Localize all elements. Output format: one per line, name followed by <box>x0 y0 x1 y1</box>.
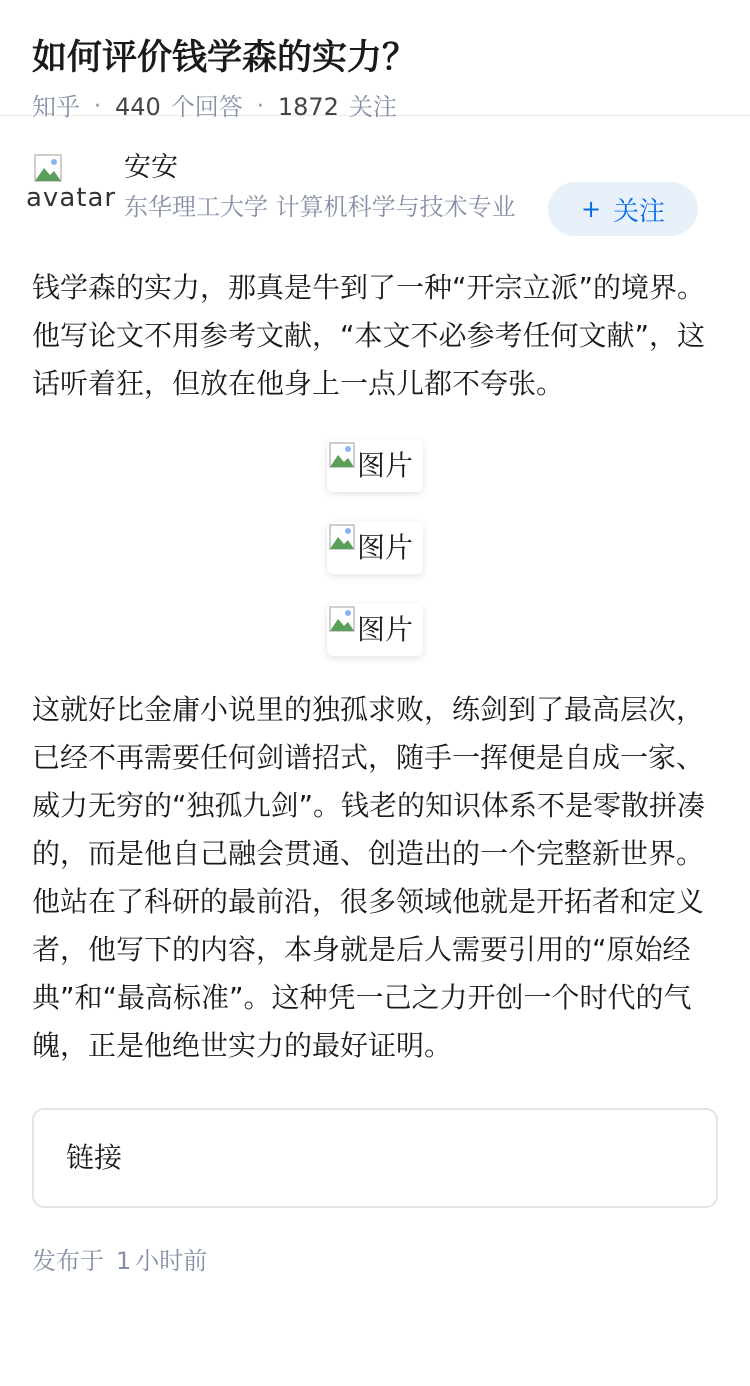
answer-image-1[interactable] <box>327 440 423 492</box>
answer-content <box>0 244 750 1070</box>
image-alt-text: 图片 <box>357 449 414 482</box>
avatar-alt-text: avatar <box>26 183 117 213</box>
question-title[interactable]: 如何评价钱学森的实力？ <box>32 38 418 78</box>
answer-paragraph-1: 钱学森的实力，那真是牛到了一种“开宗立派”的境界。他写论文不用参考文献，“本文不必参考任何文献”，这话听着狂，但放在他身上一点儿都不夸张。 <box>32 271 706 400</box>
broken-image-icon <box>329 524 355 550</box>
image-alt-text: 图片 <box>357 531 414 564</box>
author-name[interactable]: 安安 <box>124 152 178 183</box>
follow-button[interactable] <box>548 182 698 236</box>
broken-image-icon <box>329 442 355 468</box>
avatar[interactable] <box>26 152 117 218</box>
follower-count: 1872 <box>277 93 339 121</box>
image-alt-text: 图片 <box>357 613 414 646</box>
publish-prefix: 发布于 <box>32 1247 104 1275</box>
answer-image-2[interactable] <box>327 522 423 574</box>
author-headline: 东华理工大学 计算机科学与技术专业 <box>124 193 516 221</box>
author-info <box>124 150 524 224</box>
follower-count-label: 关注 <box>348 93 397 121</box>
answer-paragraph-2: 这就好比金庸小说里的独孤求败，练剑到了最高层次，已经不再需要任何剑谱招式，随手一挥便是自成一家、威力无穷的“独孤九剑”。钱老的知识体系不是零散拼凑的，而是他自己融会贯通、创造出的一个完整新世界。他站在了科研的最前沿，很多领域他就是开拓者和定义者，他写下的内容，本身就是后人需要引用的“原始经典”和“最高标准”。这种凭一己之力开创一个时代的气魄，正是他绝世实力的最好证明。 <box>32 693 706 1062</box>
publish-amount: 1 <box>116 1247 132 1275</box>
link-card[interactable] <box>32 1108 718 1208</box>
link-card-label: 链接 <box>66 1141 123 1174</box>
answer-count-label: 个回答 <box>170 93 243 121</box>
publish-time <box>32 1244 718 1278</box>
plus-icon: + <box>580 195 602 223</box>
author-row <box>0 116 750 244</box>
question-header <box>0 0 750 121</box>
image-group <box>32 440 718 656</box>
answer-image-3[interactable] <box>327 604 423 656</box>
meta-separator: · <box>256 94 264 119</box>
source-label[interactable]: 知乎 <box>32 93 80 121</box>
publish-unit: 小时前 <box>135 1247 208 1275</box>
broken-image-icon <box>329 606 355 632</box>
meta-separator: · <box>94 94 101 119</box>
answer-count: 440 <box>115 93 161 121</box>
follow-button-label: 关注 <box>613 196 666 227</box>
